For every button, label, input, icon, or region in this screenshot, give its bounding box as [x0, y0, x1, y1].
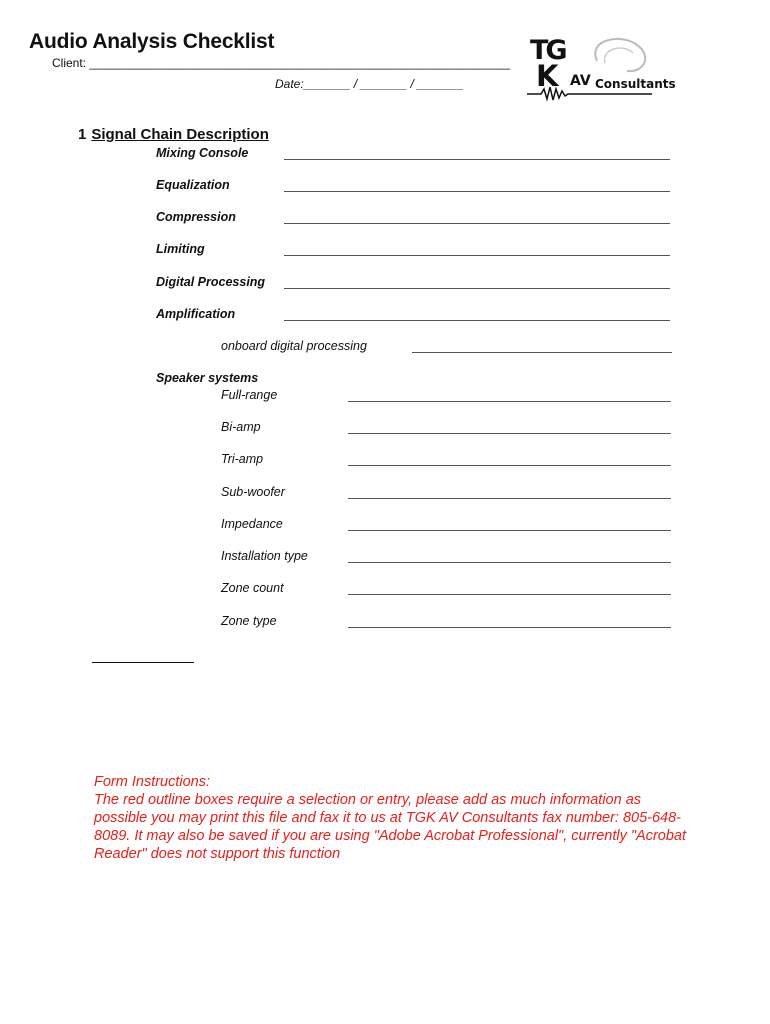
entry-line[interactable]: [348, 594, 671, 595]
logo-av-text: AV: [570, 73, 591, 89]
entry-line[interactable]: [284, 191, 670, 192]
entry-line[interactable]: [348, 498, 671, 499]
field-row-bi-amp: [221, 420, 672, 438]
page-title: Audio Analysis Checklist: [29, 30, 275, 53]
field-row-sub-woofer: [221, 485, 672, 503]
field-label: Sub-woofer: [221, 485, 285, 499]
field-label: onboard digital processing: [221, 339, 367, 353]
field-row-zone-count: [221, 581, 672, 599]
field-label: Installation type: [221, 549, 308, 563]
entry-line[interactable]: [348, 627, 671, 628]
field-row-full-range: [221, 388, 672, 406]
field-label: Zone count: [221, 581, 284, 595]
field-label: Mixing Console: [156, 146, 249, 160]
field-row-digital-processing: [156, 275, 671, 293]
field-label: Limiting: [156, 242, 205, 256]
field-row-installation-type: [221, 549, 672, 567]
field-label: Full-range: [221, 388, 278, 402]
field-row-amplification: [156, 307, 671, 325]
tgk-logo: [527, 33, 691, 105]
field-label: Equalization: [156, 178, 230, 192]
field-label: Impedance: [221, 517, 283, 531]
divider: [92, 662, 194, 663]
entry-line[interactable]: [348, 562, 671, 563]
field-row-mixing-console: [156, 146, 671, 164]
entry-line[interactable]: [284, 320, 670, 321]
section-heading: [78, 126, 269, 143]
entry-line[interactable]: [412, 352, 672, 353]
field-row-onboard-digital-processing: [221, 339, 673, 357]
field-label: Amplification: [156, 307, 236, 321]
entry-line[interactable]: [284, 255, 670, 256]
field-row-impedance: [221, 517, 672, 535]
speaker-systems-label: Speaker systems: [156, 371, 259, 385]
field-row-limiting: [156, 242, 671, 260]
field-label: Digital Processing: [156, 275, 266, 289]
field-label: Bi-amp: [221, 420, 261, 434]
field-label: Tri-amp: [221, 452, 264, 466]
form-instructions: [94, 773, 694, 863]
client-field[interactable]: Client: _______________________________________________________________: [52, 56, 510, 70]
section-title: Signal Chain Description: [91, 126, 269, 143]
field-row-zone-type: [221, 614, 672, 632]
entry-line[interactable]: [284, 223, 670, 224]
entry-line[interactable]: [348, 433, 671, 434]
entry-line[interactable]: [284, 159, 670, 160]
instructions-heading: Form Instructions:: [94, 774, 211, 790]
logo-tg-text: TG: [530, 35, 565, 66]
entry-line[interactable]: [284, 288, 670, 289]
field-label: Compression: [156, 210, 236, 224]
logo-consultants-text: Consultants: [595, 77, 676, 91]
entry-line[interactable]: [348, 530, 671, 531]
field-row-compression: [156, 210, 671, 228]
logo-k-text: K: [536, 59, 559, 93]
date-field[interactable]: Date:_______ / _______ / _______: [275, 77, 464, 91]
entry-line[interactable]: [348, 465, 671, 466]
section-number: 1: [78, 126, 87, 143]
field-row-equalization: [156, 178, 671, 196]
instructions-body: The red outline boxes require a selection or entry, please add as much information as possible you may print this file and fax it to us at TGK AV Consultants fax number: 805-648-8089. It may also be saved if you are using "Adobe Acrobat Professional", currently "Acrobat Reader" does not support this function: [94, 792, 687, 862]
field-label: Zone type: [221, 614, 277, 628]
field-row-tri-amp: [221, 452, 672, 470]
entry-line[interactable]: [348, 401, 671, 402]
